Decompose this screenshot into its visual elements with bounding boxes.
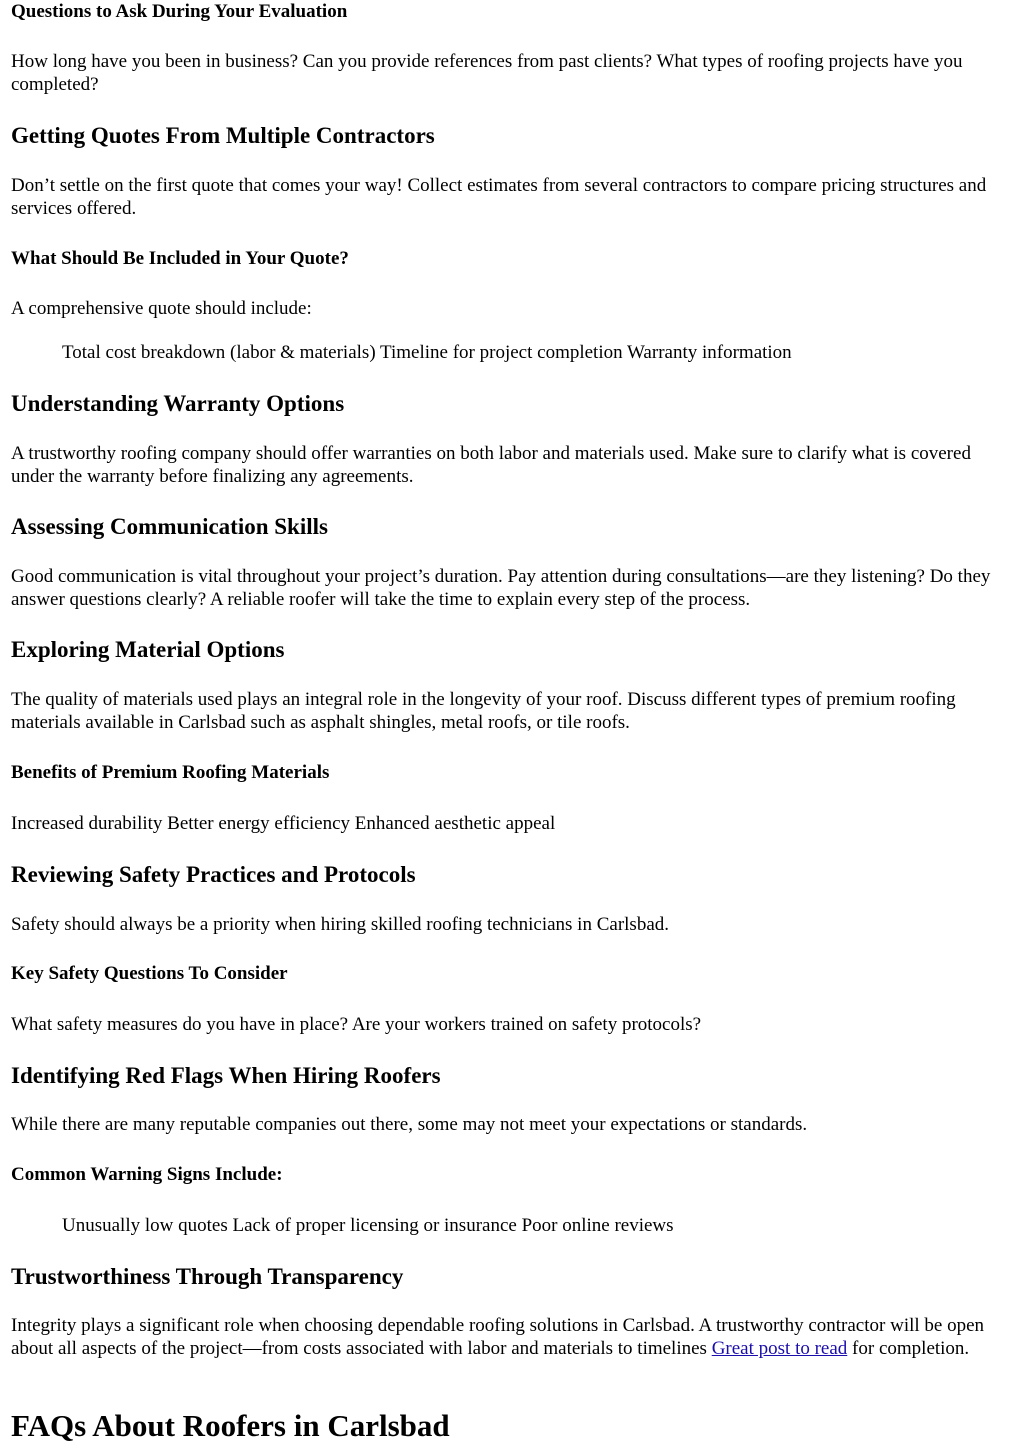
transparency-paragraph	[11, 1314, 1013, 1360]
evaluation-questions-paragraph: How long have you been in business? Can you provide references from past clients? What types of roofing projects have you completed?	[11, 51, 963, 95]
warranty-heading: Understanding Warranty Options	[11, 391, 345, 416]
safety-questions-paragraph: What safety measures do you have in place? Are your workers trained on safety protocols?	[11, 1014, 702, 1035]
quote-contents-list: Total cost breakdown (labor & materials) Timeline for project completion Warranty information	[62, 342, 792, 363]
red-flags-paragraph: While there are many reputable companies out there, some may not meet your expectations or standards.	[11, 1114, 808, 1135]
quotes-paragraph: Don’t settle on the first quote that comes your way! Collect estimates from several contractors to compare pricing structures and services offered.	[11, 175, 987, 219]
transparency-text-before: Integrity plays a significant role when choosing dependable roofing solutions in Carlsbad. A trustworthy contractor will be open about all aspects of the project—from costs associated with labor and materials to timelines	[11, 1315, 985, 1359]
materials-heading: Exploring Material Options	[11, 637, 285, 662]
transparency-text-after: for completion.	[852, 1338, 970, 1359]
safety-questions-heading: Key Safety Questions To Consider	[11, 963, 288, 984]
communication-heading: Assessing Communication Skills	[11, 514, 328, 539]
communication-paragraph: Good communication is vital throughout your project’s duration. Pay attention during consultations—are they listening? Do they answer questions clearly? A reliable roofer will take the time to explain every step of the process.	[11, 566, 991, 610]
faq-heading: FAQs About Roofers in Carlsbad	[11, 1408, 450, 1443]
warning-signs-list: Unusually low quotes Lack of proper licensing or insurance Poor online reviews	[62, 1215, 674, 1236]
quotes-heading: Getting Quotes From Multiple Contractors	[11, 123, 435, 148]
safety-heading: Reviewing Safety Practices and Protocols	[11, 862, 416, 887]
benefits-paragraph: Increased durability Better energy efficiency Enhanced aesthetic appeal	[11, 813, 556, 834]
materials-paragraph: The quality of materials used plays an integral role in the longevity of your roof. Discuss different types of premium roofing materials available in Carlsbad such as asphalt shingles, metal roofs, or tile roofs.	[11, 689, 956, 733]
red-flags-heading: Identifying Red Flags When Hiring Roofers	[11, 1063, 441, 1088]
safety-paragraph: Safety should always be a priority when hiring skilled roofing technicians in Carlsbad.	[11, 914, 669, 935]
warning-signs-heading: Common Warning Signs Include:	[11, 1164, 283, 1185]
quote-contents-intro: A comprehensive quote should include:	[11, 298, 312, 319]
warranty-paragraph: A trustworthy roofing company should offer warranties on both labor and materials used. Make sure to clarify what is covered under the warranty before finalizing any agreements.	[11, 443, 971, 487]
great-post-link[interactable]: Great post to read	[711, 1338, 848, 1359]
benefits-heading: Benefits of Premium Roofing Materials	[11, 762, 330, 783]
evaluation-questions-heading: Questions to Ask During Your Evaluation	[11, 1, 348, 22]
quote-contents-heading: What Should Be Included in Your Quote?	[11, 248, 349, 269]
transparency-heading: Trustworthiness Through Transparency	[11, 1264, 404, 1289]
